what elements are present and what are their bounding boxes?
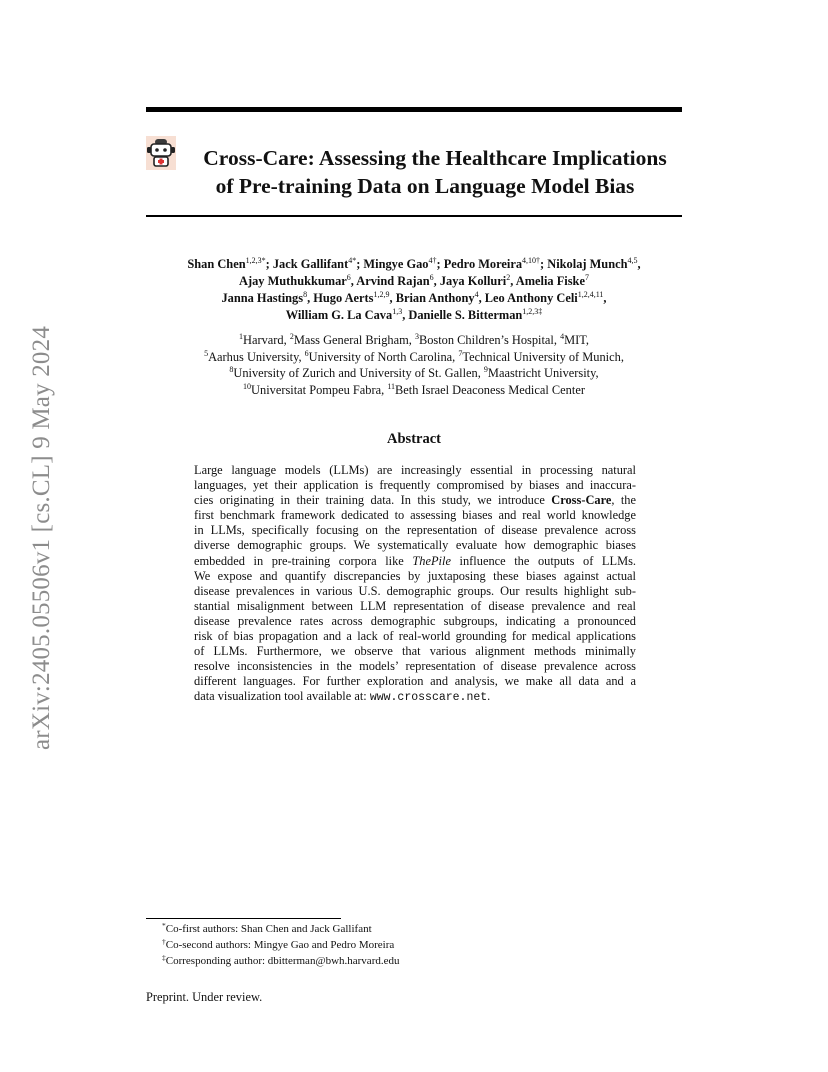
abstract-line: risk of bias propagation and a lack of real-world grounding for medical applications xyxy=(194,629,636,644)
abstract-body xyxy=(194,463,636,706)
abstract-text: , the xyxy=(611,493,636,508)
author-list xyxy=(140,256,688,324)
abstract-line xyxy=(194,493,636,508)
author-affil-sup: 6 xyxy=(346,273,351,282)
author-name: Ajay Muthukkumar xyxy=(239,274,347,288)
abstract-text: . xyxy=(487,689,491,704)
affil-sup: 8 xyxy=(229,365,234,374)
abstract-line: languages, yet their application is frequently compromised by biases and inaccura- xyxy=(194,478,636,493)
preprint-note: Preprint. Under review. xyxy=(146,990,263,1004)
author-name: ; Jack Gallifant xyxy=(265,257,349,271)
footnote-mark: ‡ xyxy=(162,953,166,962)
abstract-line: diverse demographic groups. We systematically evaluate how demographic biases xyxy=(194,538,636,553)
author-name: ; Nikolaj Munch xyxy=(540,257,628,271)
abstract-line: of LLMs. Furthermore, we observe that various alignment methods minimally xyxy=(194,644,636,659)
author-affil-sup: 2 xyxy=(506,273,511,282)
affiliation: Universitat Pompeu Fabra, xyxy=(251,382,388,397)
footnote-text: Co-second authors: Mingye Gao and Pedro Moreira xyxy=(165,939,395,951)
author-name: , Hugo Aerts xyxy=(307,291,374,305)
abstract-text: embedded in pre-training corpora like xyxy=(194,553,413,568)
abstract-heading: Abstract xyxy=(387,431,441,447)
author-name: ; Mingye Gao xyxy=(356,257,429,271)
robot-doctor-icon xyxy=(146,136,176,170)
abstract-line: Large language models (LLMs) are increasingly essential in processing natural xyxy=(194,463,636,477)
affil-sup: 10 xyxy=(243,381,252,391)
affiliation: MIT, xyxy=(564,333,589,347)
footnote-mark: † xyxy=(162,937,166,946)
abstract-line: first benchmark framework dedicated to assessing biases and real world knowledge xyxy=(194,508,636,523)
affiliation: Boston Children’s Hospital, xyxy=(418,333,561,347)
project-url-link[interactable]: www.crosscare.net xyxy=(369,691,488,705)
affil-sup: 3 xyxy=(414,332,419,341)
abstract-line: resolve inconsistencies in the models’ representation of disease prevalence across xyxy=(194,659,636,674)
author-affil-sup: 4,5 xyxy=(627,256,638,265)
author-affil-sup: 4† xyxy=(428,256,437,265)
abstract-line: disease prevalence rates across demographic subgroups, indicating a pronounced xyxy=(194,613,636,628)
affiliation: University of North Carolina, xyxy=(308,349,459,364)
affiliation: Aarhus University, xyxy=(208,349,305,364)
affil-sup: 1 xyxy=(239,332,244,341)
co-first-mark: * xyxy=(352,256,357,265)
author-name: , Jaya Kolluri xyxy=(433,274,507,288)
co-first-mark: * xyxy=(261,256,266,265)
author-affil-sup: 4 xyxy=(348,256,353,265)
footnote-mark: * xyxy=(162,921,166,930)
author-affil-sup: 1,2,9 xyxy=(373,290,390,299)
affiliation: Mass General Brigham, xyxy=(293,333,415,347)
author-affil-sup: 1,2,4,11 xyxy=(577,290,604,299)
footnotes xyxy=(162,921,400,969)
author-name: , Arvind Rajan xyxy=(350,274,430,288)
abstract-line: stantial misalignment between LLM representation of disease prevalence and real xyxy=(194,598,636,613)
affil-sup: 6 xyxy=(304,348,309,358)
author-line-1: Shan Chen$^{1,2,3*}$; Jack Gallifant$^{4*}$; Mingye Gao$^{4\dagger}$; Pedro Moreira$^{4,10\dagger}$; Nikolaj Munch$^{4,5}$, xyxy=(187,256,641,271)
affiliation-line-1 xyxy=(140,332,688,349)
affil-sup: 2 xyxy=(289,332,294,341)
affiliation: Harvard, xyxy=(243,333,290,347)
author-name: ; Pedro Moreira xyxy=(436,257,523,271)
author-name: , Danielle S. Bitterman xyxy=(402,308,523,322)
affiliation-list xyxy=(140,332,688,398)
author-affil-sup: 1,2,3 xyxy=(245,256,262,265)
paper-title xyxy=(180,144,690,200)
affil-sup: 5 xyxy=(204,348,209,358)
author-name: , Leo Anthony Celi xyxy=(478,291,578,305)
affiliation-line-2 xyxy=(140,349,688,366)
abstract-text: cies originating in their training data. In this study, we introduce xyxy=(194,493,552,508)
affil-sup: 4 xyxy=(560,332,565,341)
footnote-co-second xyxy=(162,937,400,953)
abstract-line: in LLMs, specifically focusing on the representation of disease prevalence across xyxy=(194,523,636,538)
affiliation: Technical University of Munich, xyxy=(462,349,624,364)
author-line-3: Janna Hastings$^8$, Hugo Aerts$^{1,2,9}$, Brian Anthony$^4$, Leo Anthony Celi$^{1,2,4,11}$, xyxy=(221,290,607,305)
author-name: , Brian Anthony xyxy=(389,291,475,305)
author-line-2 xyxy=(140,273,688,290)
title-line-1: Cross-Care: Assessing the Healthcare Implications xyxy=(203,146,667,170)
author-name: Janna Hastings xyxy=(221,291,304,305)
abstract-line xyxy=(194,689,636,705)
affiliation-line-3 xyxy=(140,365,688,382)
title-top-rule xyxy=(146,107,682,112)
corpus-name: ThePile xyxy=(412,553,451,568)
author-affil-sup: 7 xyxy=(584,273,589,282)
affiliation: University of Zurich and University of St. Gallen, xyxy=(233,366,484,380)
abstract-line: different languages. For further exploration and analysis, we make all data and a xyxy=(194,674,636,689)
abstract-line: disease prevalences in various U.S. demographic groups. Our results highlight sub- xyxy=(194,583,636,598)
affiliation-line-4 xyxy=(140,382,688,399)
title-bottom-rule xyxy=(146,215,682,217)
footnote-text: Co-first authors: Shan Chen and Jack Gallifant xyxy=(165,923,372,935)
benchmark-name: Cross-Care xyxy=(551,493,612,508)
author-line-4 xyxy=(140,307,688,324)
author-name: Shan Chen xyxy=(187,257,246,271)
abstract-text: influence the outputs of LLMs. xyxy=(450,553,637,568)
author-affil-sup: 8 xyxy=(303,290,308,299)
footnote-rule xyxy=(146,918,341,919)
affiliation: Maastricht University, xyxy=(487,366,599,380)
author-name: , Amelia Fiske xyxy=(510,274,585,288)
footnote-co-first xyxy=(162,921,400,937)
affil-sup: 7 xyxy=(458,348,463,358)
arxiv-id[interactable]: arXiv:2405.05506v1 [cs.CL] 9 May 2024 xyxy=(28,325,55,750)
abstract-text: data visualization tool available at: xyxy=(194,689,370,704)
affil-sup: 9 xyxy=(483,365,488,374)
abstract-line: We expose and quantify discrepancies by juxtaposing these biases against actual xyxy=(194,568,636,583)
author-affil-sup: 1,2,3‡ xyxy=(522,307,543,316)
author-name: William G. La Cava xyxy=(285,308,393,322)
abstract-line xyxy=(194,554,636,569)
footnote-text: Corresponding author: dbitterman@bwh.harvard.edu xyxy=(165,955,400,967)
affil-sup: 11 xyxy=(387,381,396,391)
author-affil-sup: 6 xyxy=(429,273,434,282)
affiliation: Beth Israel Deaconess Medical Center xyxy=(395,382,585,397)
author-affil-sup: 4,10† xyxy=(522,256,541,265)
author-affil-sup: 1,3 xyxy=(392,307,403,316)
footnote-corresponding xyxy=(162,953,400,969)
author-affil-sup: 4 xyxy=(474,290,479,299)
title-line-2: of Pre-training Data on Language Model Bias xyxy=(215,174,635,198)
